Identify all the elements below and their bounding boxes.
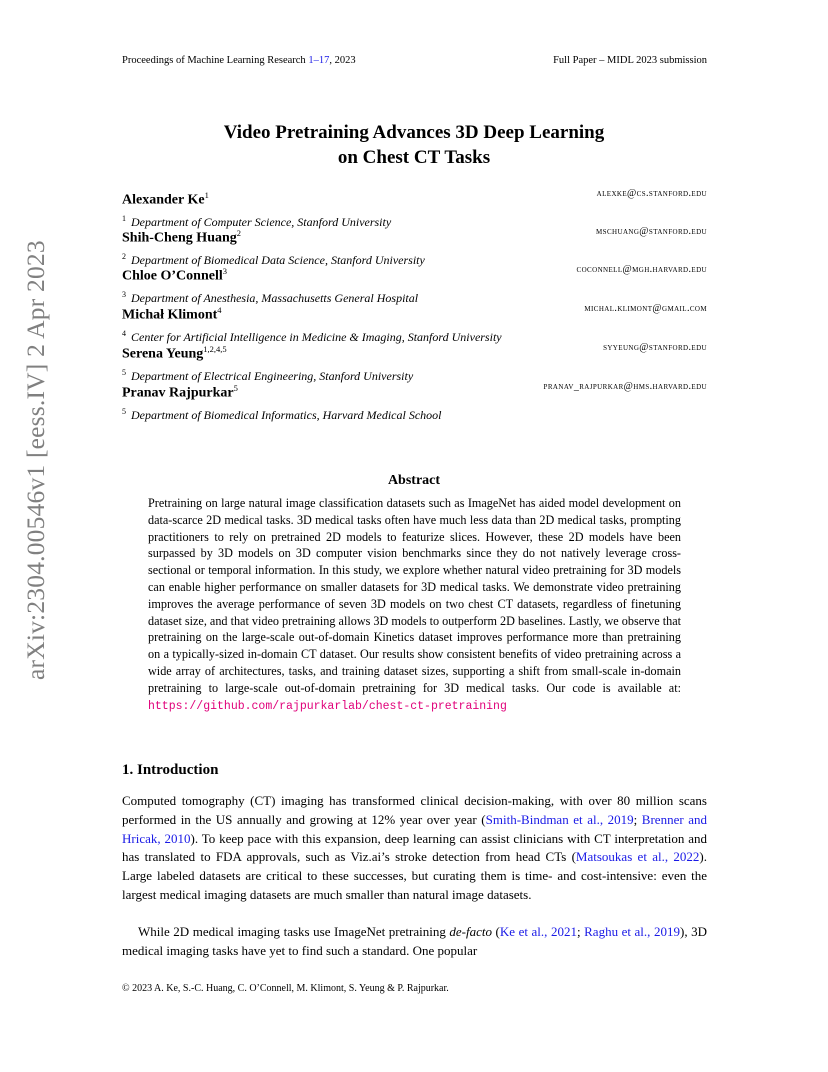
citation-link[interactable]: Ke et al., 2021 — [499, 924, 577, 939]
author-sup: 2 — [236, 228, 242, 238]
author-sup: 1 — [204, 190, 209, 200]
affiliation: Center for Artificial Intelligence in Medicine & Imaging, Stanford University — [131, 329, 502, 344]
emphasis-text: de-facto — [449, 924, 492, 939]
copyright-footer: © 2023 A. Ke, S.-C. Huang, C. O’Connell, M. Klimont, S. Yeung & P. Rajpurkar. — [122, 983, 449, 994]
author-name: Alexander Ke — [122, 192, 205, 208]
running-header-left — [122, 55, 356, 66]
title-line-2: on Chest CT Tasks — [337, 147, 491, 168]
author-name: Serena Yeung — [122, 346, 204, 362]
paragraph-text: ). To keep pace with this expansion, deep learning can assist clinicians with CT interpretation and has translated to FDA approvals, such as Viz.ai’s stroke detection from head CTs ( — [122, 830, 707, 865]
paragraph-text: ), 3D medical imaging tasks have yet to find such a standard. One popular — [122, 924, 707, 958]
citation-link[interactable]: Brenner and Hricak, 2010 — [122, 811, 707, 846]
paragraph-text: ). Large labeled datasets are critical to these successes, but curating them is time- and cost-intensive: even the largest medical imaging datasets are much smaller than natural image datasets. — [122, 849, 707, 902]
section-heading: 1. Introduction — [122, 762, 219, 778]
author-sup: 3 — [222, 266, 227, 276]
author-block — [122, 301, 707, 345]
paragraph-text: While 2D medical imaging tasks use ImageNet pretraining — [138, 924, 450, 939]
header-left-prefix: Proceedings of Machine Learning Research — [122, 55, 309, 66]
author-sup: 1,2,4,5 — [203, 344, 227, 354]
author-email[interactable]: syyeung@stanford.edu — [603, 342, 707, 353]
author-name: Michał Klimont — [122, 307, 218, 323]
author-name: Shih-Cheng Huang — [122, 230, 237, 246]
paragraph-text: ( — [492, 924, 500, 939]
abstract-heading: Abstract — [387, 473, 441, 488]
paragraph-text: Computed tomography (CT) imaging has transformed clinical decision-making, with over 80 million scans performed in the US annually and growing at 12% year over year ( — [122, 793, 707, 827]
abstract-text: Pretraining on large natural image classification datasets such as ImageNet has aided model development on data-scarce 2D medical tasks. 3D medical tasks often have much less data than 2D medical tasks, prompting practitioners to rely on pretrained 2D models to featurize slices. However, these 2D models have been surpassed by 3D models on 3D computer vision benchmarks since they do not natively leverage cross-sectional or temporal information. In this study, we explore whether natural video pretraining for 3D models can enable higher performance on smaller datasets for 3D medical tasks. We demonstrate video pretraining improves the average performance of seven 3D models on two chest CT datasets, regardless of finetuning dataset size, and that video pretraining allows 3D models to outperform 2D baselines. Lastly, we observe that pretraining on the large-scale out-of-domain Kinetics dataset improves performance more than pretraining on a typically-sized in-domain CT dataset. Our results show consistent benefits of video pretraining across a wide array of architectures, tasks, and training dataset sizes, supporting a shift from small-scale in-domain pretraining to large-scale out-of-domain pretraining for 3D medical tasks. Our code is available at: — [148, 496, 681, 695]
affiliation-number: 5 — [122, 406, 126, 416]
affiliation: Department of Electrical Engineering, Stanford University — [131, 368, 414, 383]
affiliation-number: 4 — [122, 328, 126, 338]
header-left-suffix: , 2023 — [329, 55, 356, 66]
intro-paragraph-2 — [122, 923, 707, 961]
abstract-body — [148, 495, 681, 715]
author-block — [122, 262, 707, 306]
author-sup: 5 — [233, 383, 238, 393]
author-name: Chloe O’Connell — [122, 268, 223, 284]
affiliation: Department of Anesthesia, Massachusetts General Hospital — [131, 290, 419, 305]
code-link[interactable]: https://github.com/rajpurkarlab/chest-ct-pretraining — [148, 699, 507, 713]
affiliation: Department of Computer Science, Stanford University — [131, 214, 392, 229]
author-name: Pranav Rajpurkar — [122, 385, 234, 401]
affiliation: Department of Biomedical Informatics, Harvard Medical School — [131, 407, 442, 422]
header-pages-link[interactable]: 1–17 — [308, 55, 330, 66]
affiliation: Department of Biomedical Data Science, Stanford University — [131, 252, 425, 267]
author-email[interactable]: pranav_rajpurkar@hms.harvard.edu — [543, 381, 707, 392]
citation-link[interactable]: Raghu et al., 2019 — [584, 924, 680, 939]
author-sup: 4 — [217, 305, 222, 315]
paragraph-text: ; — [576, 924, 585, 939]
affiliation-number: 5 — [122, 367, 126, 377]
author-block — [122, 379, 707, 423]
author-email[interactable]: alexke@cs.stanford.edu — [596, 188, 707, 199]
affiliation-number: 1 — [122, 213, 126, 223]
affiliation-number: 3 — [122, 289, 126, 299]
author-email[interactable]: coconnell@mgh.harvard.edu — [576, 264, 707, 275]
paper-title — [0, 120, 828, 170]
author-block — [122, 340, 707, 384]
running-header-right: Full Paper – MIDL 2023 submission — [553, 55, 707, 66]
author-email[interactable]: mschuang@stanford.edu — [596, 226, 707, 237]
arxiv-id: arXiv:2304.00546v1 [eess.IV] 2 Apr 2023 — [21, 240, 50, 680]
affiliation-number: 2 — [122, 251, 126, 261]
citation-link[interactable]: Matsoukas et al., 2022 — [575, 849, 700, 865]
intro-paragraph-1 — [122, 792, 707, 905]
title-line-1: Video Pretraining Advances 3D Deep Learning — [223, 122, 605, 143]
paragraph-text: ; — [633, 811, 642, 827]
citation-link[interactable]: Smith-Bindman et al., 2019 — [485, 811, 634, 827]
author-email[interactable]: michal.klimont@gmail.com — [584, 303, 707, 314]
